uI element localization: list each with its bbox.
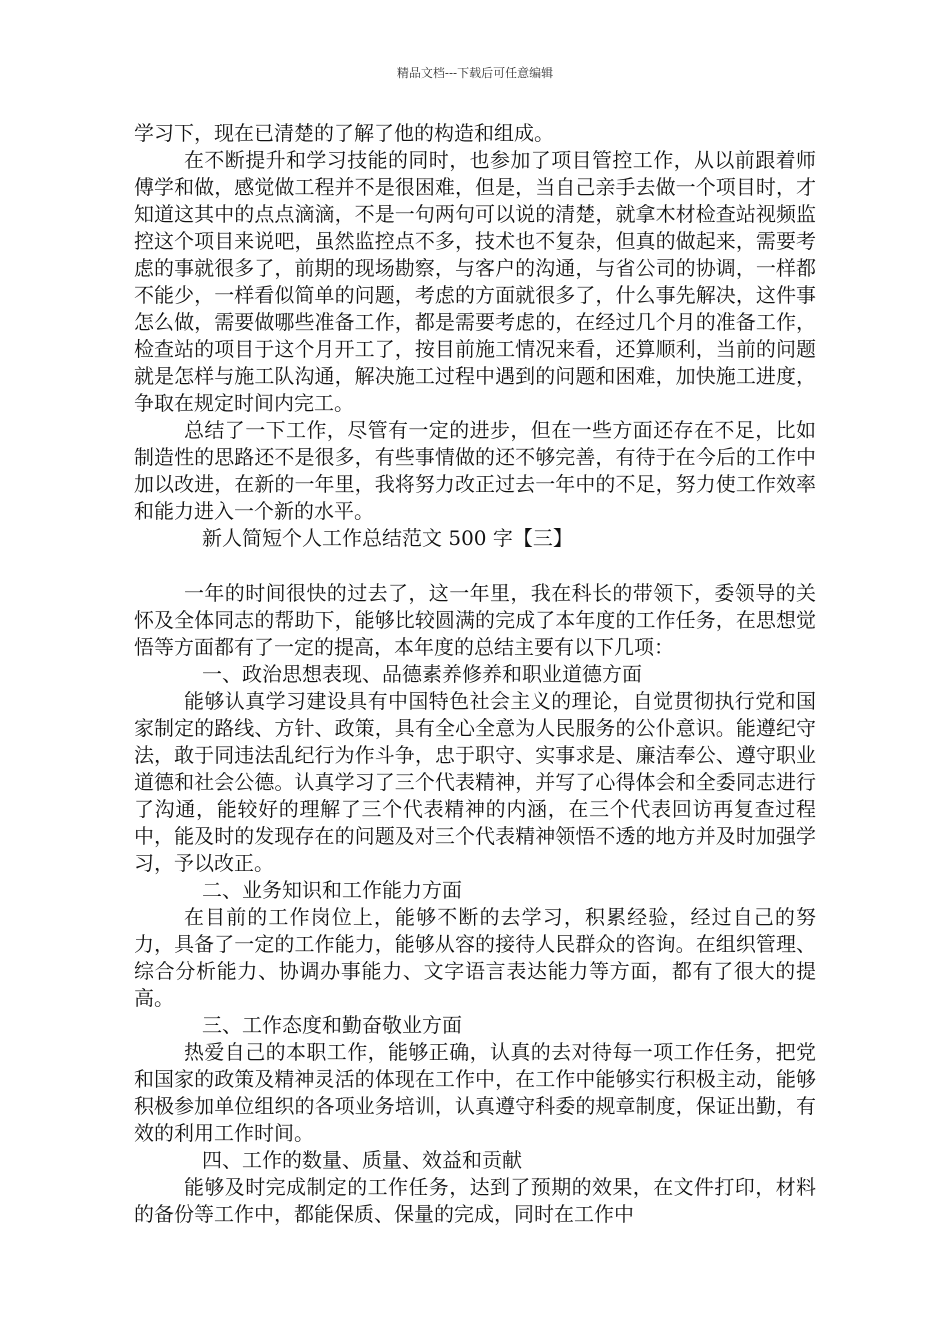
paragraph-project-management: 在不断提升和学习技能的同时，也参加了项目管控工作，从以前跟着师傅学和做，感觉做工程并不是很困难，但是，当自己亲手去做一个项目时，才知道这其中的点点滴滴，不是一句两句可以说的清楚，就拿木材检查站视频监控这个项目来说吧，虽然监控点不多，技术也不复杂，但真的做起来，需要考虑的事就很多了，前期的现场勘察，与客户的沟通，与省公司的协调，一样都不能少，一样看似简单的问题，考虑的方面就很多了，什么事先解决，这件事怎么做，需要做哪些准备工作，都是需要考虑的，在经过几个月的准备工作，检查站的项目于这个月开工了，按目前施工情况来看，还算顺利，当前的问题就是怎样与施工队沟通，解决施工过程中遇到的问题和困难，加快施工进度，争取在规定时间内完工。: [134, 148, 816, 415]
page-header: 精品文档---下载后可任意编辑: [396, 66, 554, 80]
section-title: 新人简短个人工作总结范文 500 字【三】: [202, 526, 573, 550]
paragraph-quantity: 能够及时完成制定的工作任务，达到了预期的效果，在文件打印，材料的备份等工作中，都能保质、保量的完成，同时在工作中: [134, 1175, 816, 1226]
paragraph-attitude: 热爱自己的本职工作，能够正确，认真的去对待每一项工作任务，把党和国家的政策及精神灵活的体现在工作中，在工作中能够实行积极主动，能够积极参加单位组织的各项业务培训，认真遵守科委的规章制度，保证出勤，有效的利用工作时间。: [134, 1040, 816, 1145]
paragraph-summary: 总结了一下工作，尽管有一定的进步，但在一些方面还存在不足，比如制造性的思路还不是很多，有些事情做的还不够完善，有待于在今后的工作中加以改进，在新的一年里，我将努力改正过去一年中的不足，努力使工作效率和能力进入一个新的水平。: [134, 418, 816, 523]
heading-political: 一、政治思想表现、品德素养修养和职业道德方面: [202, 662, 642, 686]
paragraph-intro: 一年的时间很快的过去了，这一年里，我在科长的带领下，委领导的关怀及全体同志的帮助下，能够比较圆满的完成了本年度的工作任务，在思想觉悟等方面都有了一定的提高，本年度的总结主要有以下几项：: [134, 581, 816, 659]
paragraph-political: 能够认真学习建设具有中国特色社会主义的理论，自觉贯彻执行党和国家制定的路线、方针、政策，具有全心全意为人民服务的公仆意识。能遵纪守法，敢于同违法乱纪行为作斗争，忠于职守、实事求是、廉洁奉公、遵守职业道德和社会公德。认真学习了三个代表精神，并写了心得体会和全委同志进行了沟通，能较好的理解了三个代表精神的内涵，在三个代表回访再复查过程中，能及时的发现存在的问题及对三个代表精神领悟不透的地方并及时加强学习，予以改正。: [134, 689, 816, 875]
paragraph-business: 在目前的工作岗位上，能够不断的去学习，积累经验，经过自己的努力，具备了一定的工作能力，能够从容的接待人民群众的咨询。在组织管理、综合分析能力、协调办事能力、文字语言表达能力等方面，都有了很大的提高。: [134, 905, 816, 1010]
heading-quantity: 四、工作的数量、质量、效益和贡献: [202, 1148, 522, 1172]
document-body: [134, 120, 816, 1228]
blank-line: [134, 552, 816, 580]
paragraph-continuation: 学习下，现在已清楚的了解了他的构造和组成。: [134, 121, 554, 145]
heading-attitude: 三、工作态度和勤奋敬业方面: [202, 1013, 462, 1037]
heading-business: 二、业务知识和工作能力方面: [202, 878, 462, 902]
